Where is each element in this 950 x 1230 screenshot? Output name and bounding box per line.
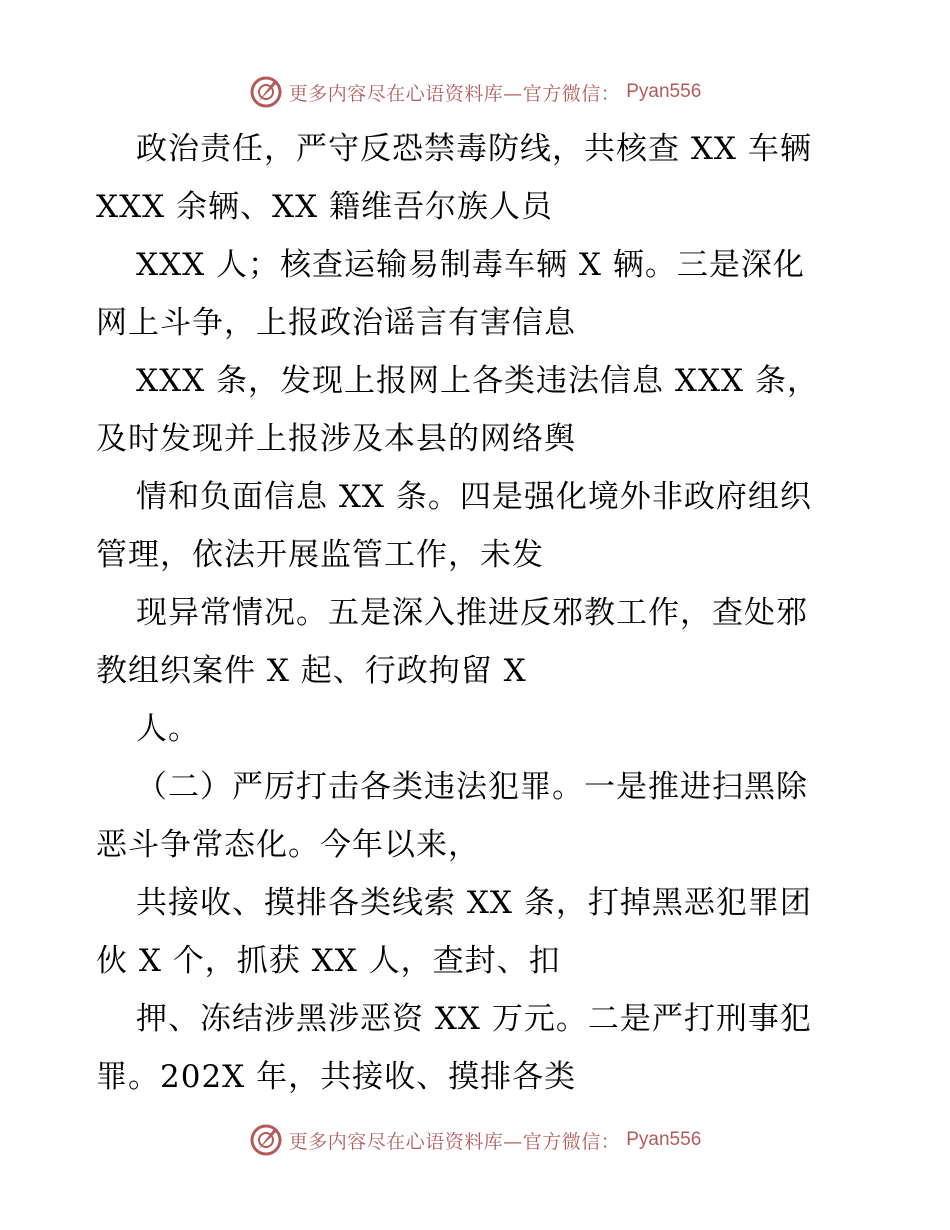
header-watermark	[0, 72, 950, 112]
text-line: 押、冻结涉黑涉恶资 XX 万元。二是严打刑事犯	[136, 1001, 812, 1037]
text-line: 网上斗争，上报政治谣言有害信息	[96, 305, 576, 341]
text-line: XXX 余辆、XX 籍维吾尔族人员	[96, 189, 554, 225]
text-line: 现异常情况。五是深入推进反邪教工作，查处邪	[136, 595, 808, 631]
text-line: 恶斗争常态化。今年以来，	[96, 827, 480, 863]
text-line: XXX 人；核查运输易制毒车辆 X 辆。三是深化	[136, 247, 805, 283]
text-line: 伙 X 个，抓获 XX 人，查封、扣	[96, 943, 561, 979]
text-line: 情和负面信息 XX 条。四是强化境外非政府组织	[136, 479, 812, 515]
quill-logo-icon	[249, 75, 283, 109]
text-line: 及时发现并上报涉及本县的网络舆	[96, 421, 576, 457]
text-line: XXX 条，发现上报网上各类违法信息 XXX 条，	[136, 363, 819, 399]
watermark-text: 更多内容尽在心语资料库—官方微信：	[288, 1130, 621, 1153]
watermark-wechat-id: Pyan556	[626, 1129, 702, 1150]
document-body	[96, 120, 866, 1106]
text-line: 管理，依法开展监管工作，未发	[96, 537, 544, 573]
watermark-text: 更多内容尽在心语资料库—官方微信：	[288, 82, 621, 105]
text-line: 人。	[136, 711, 200, 747]
text-line: 政治责任，严守反恐禁毒防线，共核查 XX 车辆	[136, 131, 812, 167]
text-line: 罪。202X 年，共接收、摸排各类	[96, 1059, 577, 1095]
text-line: （二）严厉打击各类违法犯罪。一是推进扫黑除	[136, 769, 808, 805]
text-line: 教组织案件 X 起、行政拘留 X	[96, 653, 527, 689]
quill-logo-icon	[249, 1123, 283, 1157]
text-line: 共接收、摸排各类线索 XX 条，打掉黑恶犯罪团	[136, 885, 812, 921]
watermark-wechat-id: Pyan556	[626, 81, 702, 102]
footer-watermark	[0, 1120, 950, 1160]
